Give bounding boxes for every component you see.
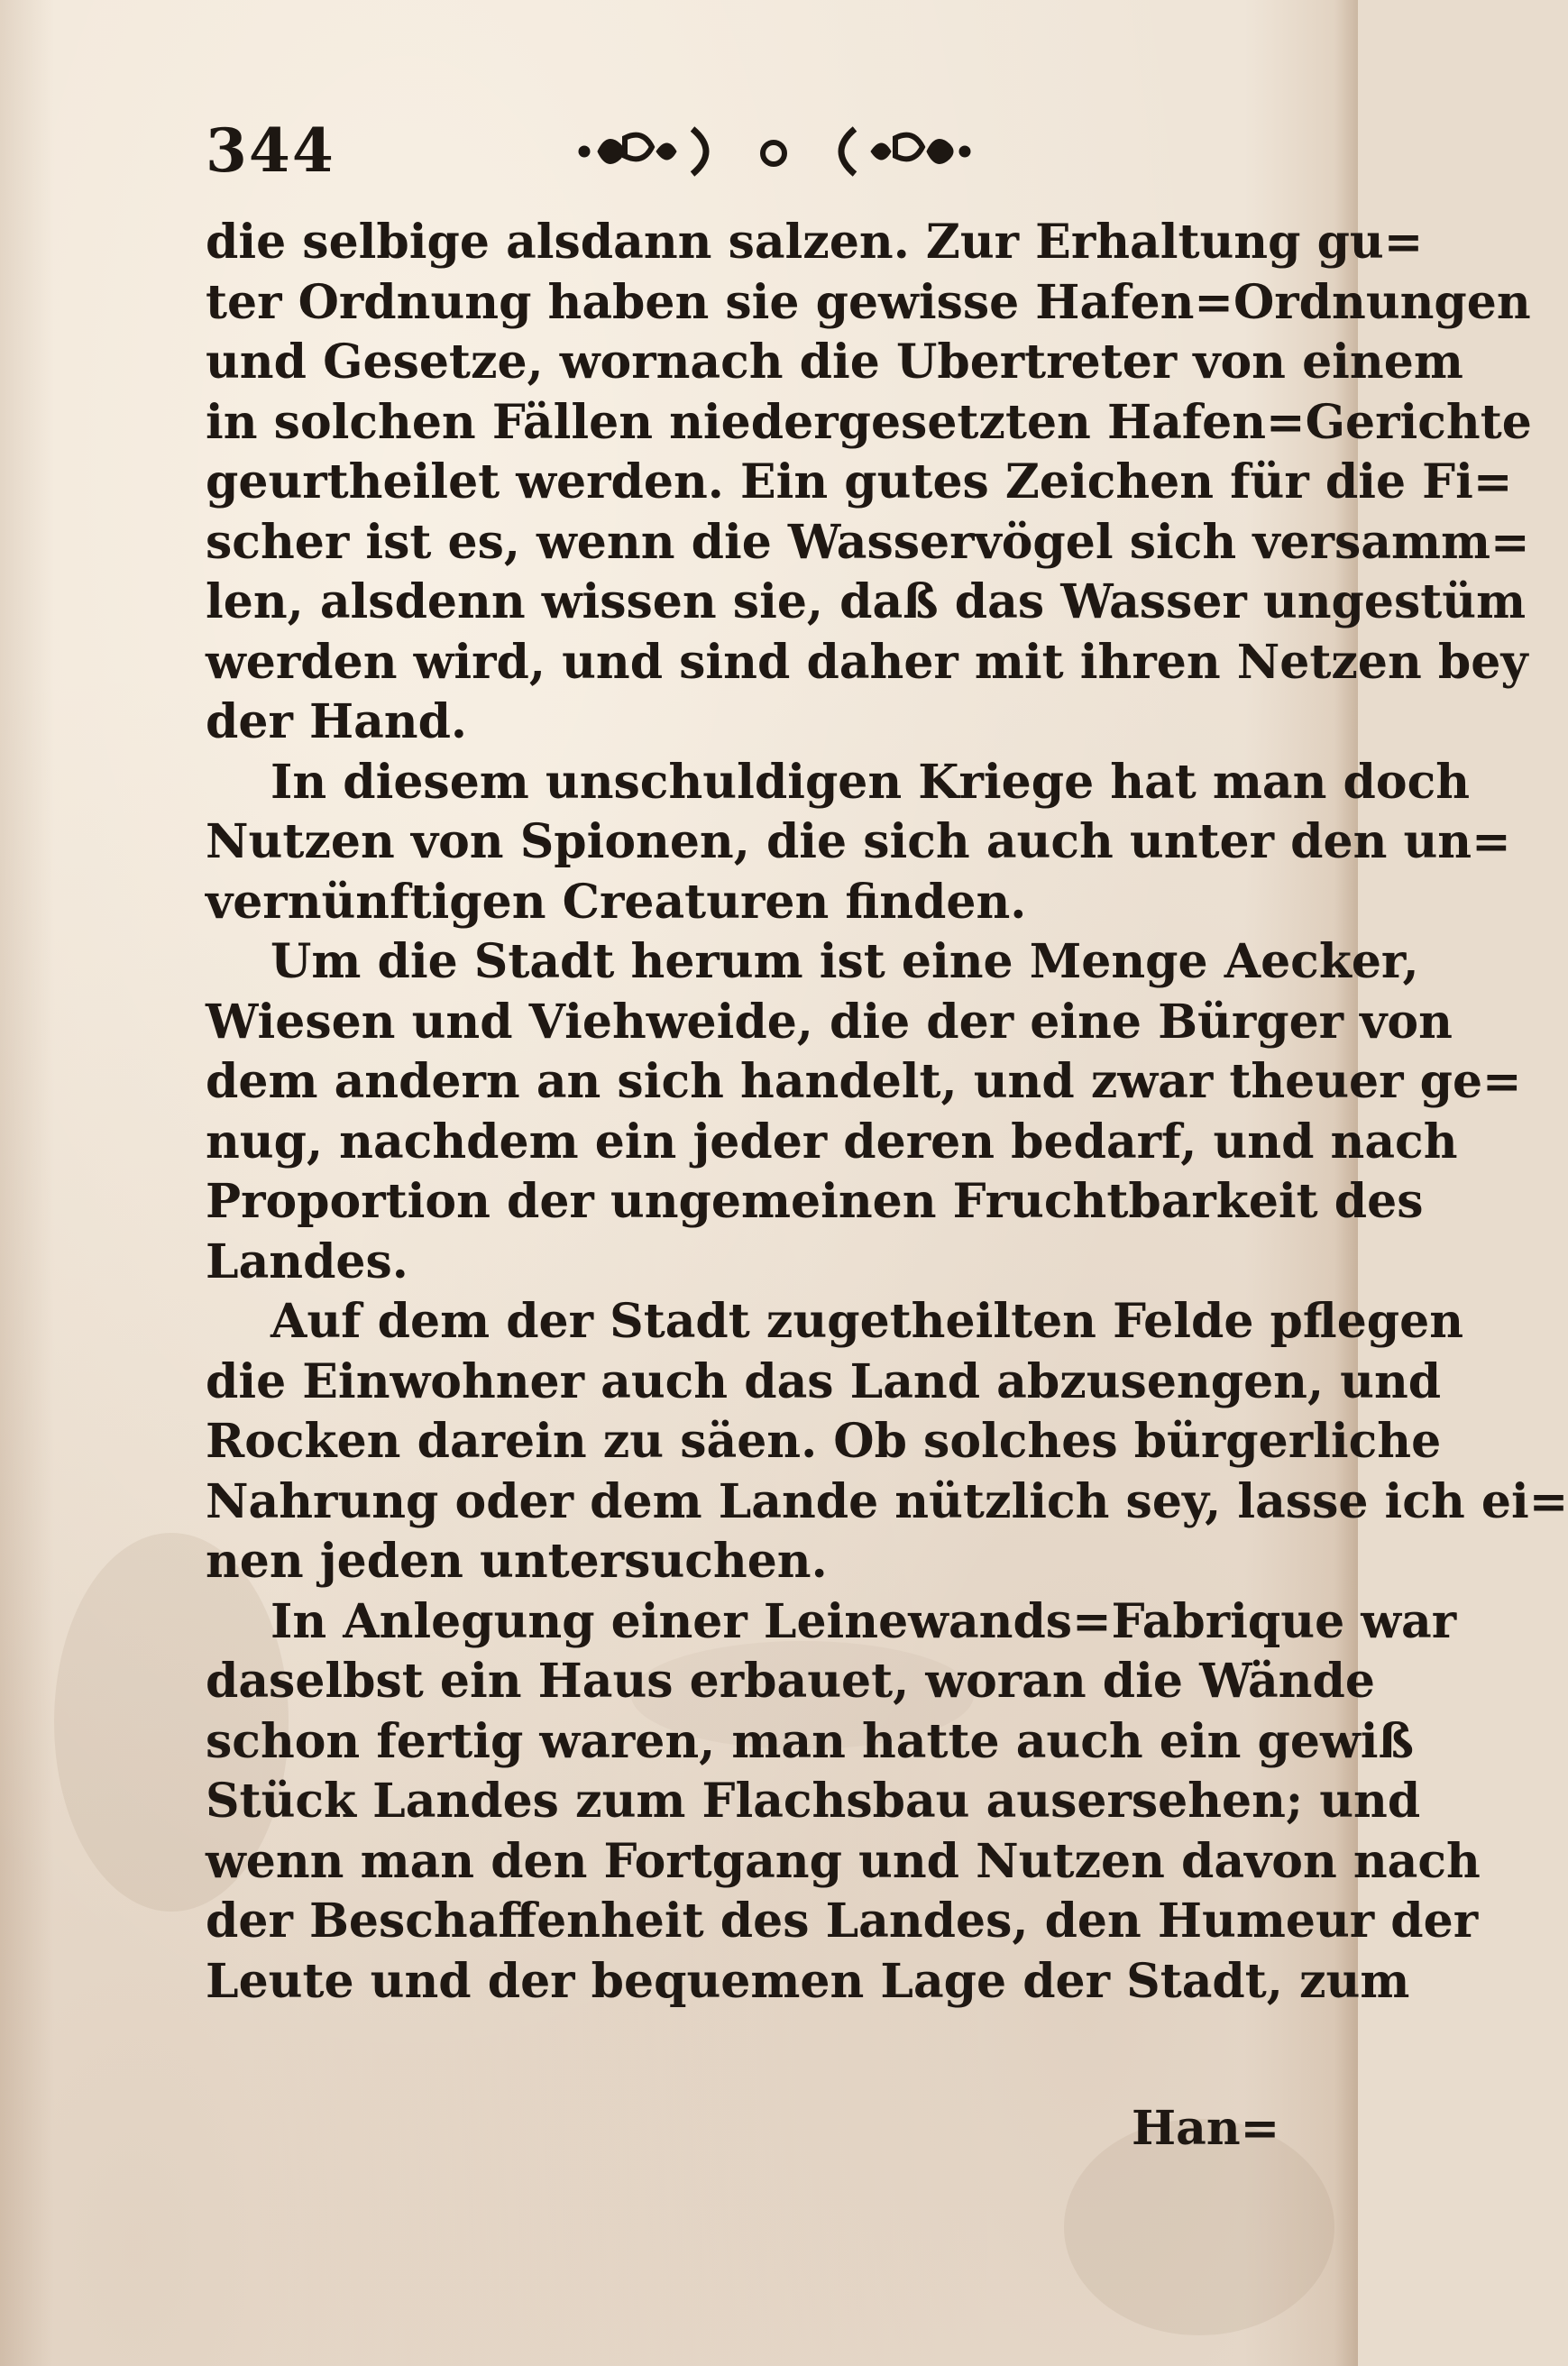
paragraph	[206, 213, 1532, 753]
text-line: schon fertig waren, man hatte auch ein gewiß	[206, 1713, 1415, 1769]
text-line: Stück Landes zum Flachsbau ausersehen; und	[206, 1774, 1421, 1829]
text-line: ter Ordnung haben sie gewisse Hafen=Ordnungen	[206, 274, 1531, 330]
text-line: Landes.	[206, 1233, 408, 1289]
text-line: die selbige alsdann salzen. Zur Erhaltung gu=	[206, 215, 1424, 270]
text-line: daselbst ein Haus erbauet, woran die Wände	[206, 1654, 1375, 1709]
text-line: Nahrung oder dem Lande nützlich sey, lasse ich ei=	[206, 1473, 1568, 1529]
text-line: Proportion der ungemeinen Fruchtbarkeit des	[206, 1174, 1424, 1229]
text-line: die Einwohner auch das Land abzusengen, und	[206, 1353, 1442, 1409]
text-line: dem andern an sich handelt, und zwar theuer ge=	[206, 1054, 1522, 1109]
text-line: nug, nachdem ein jeder deren bedarf, und nach	[206, 1114, 1458, 1169]
text-line: in solchen Fällen niedergesetzten Hafen=Gerichte	[206, 394, 1532, 450]
header-ornament-icon	[557, 115, 990, 188]
text-line: der Beschaffenheit des Landes, den Humeur der	[206, 1894, 1479, 1949]
paragraph	[206, 932, 1522, 1292]
paragraph	[206, 753, 1511, 933]
text-line: und Gesetze, wornach die Ubertreter von einem	[206, 335, 1463, 390]
text-line: Um die Stadt herum ist eine Menge Aecker,	[271, 934, 1419, 989]
page-header	[206, 115, 1215, 197]
page-body	[206, 213, 1568, 2012]
page-number: 344	[206, 115, 335, 186]
paragraph	[206, 1292, 1568, 1592]
text-line: len, alsdenn wissen sie, daß das Wasser ungestüm	[206, 574, 1527, 629]
text-line: scher ist es, wenn die Wasservögel sich versamm=	[206, 514, 1530, 570]
text-line: vernünftigen Creaturen finden.	[206, 874, 1027, 930]
text-line: nen jeden untersuchen.	[206, 1534, 828, 1589]
text-line: In Anlegung einer Leinewands=Fabrique war	[271, 1593, 1457, 1649]
catchword: Han=	[1132, 2101, 1280, 2156]
text-line: Nutzen von Spionen, die sich auch unter den un=	[206, 814, 1511, 869]
text-line: der Hand.	[206, 694, 468, 749]
text-line: wenn man den Fortgang und Nutzen davon nach	[206, 1833, 1481, 1889]
text-line: Leute und der bequemen Lage der Stadt, zum	[206, 1953, 1410, 2009]
text-line: Rocken darein zu säen. Ob solches bürgerliche	[206, 1414, 1442, 1469]
text-line: Wiesen und Viehweide, die der eine Bürger von	[206, 994, 1453, 1050]
text-line: werden wird, und sind daher mit ihren Netzen bey	[206, 634, 1528, 690]
text-line: In diesem unschuldigen Kriege hat man doch	[271, 754, 1471, 810]
text-line: geurtheilet werden. Ein gutes Zeichen für die Fi=	[206, 454, 1513, 509]
text-line: Auf dem der Stadt zugetheilten Felde pflegen	[271, 1294, 1464, 1349]
paragraph	[206, 1592, 1481, 2013]
